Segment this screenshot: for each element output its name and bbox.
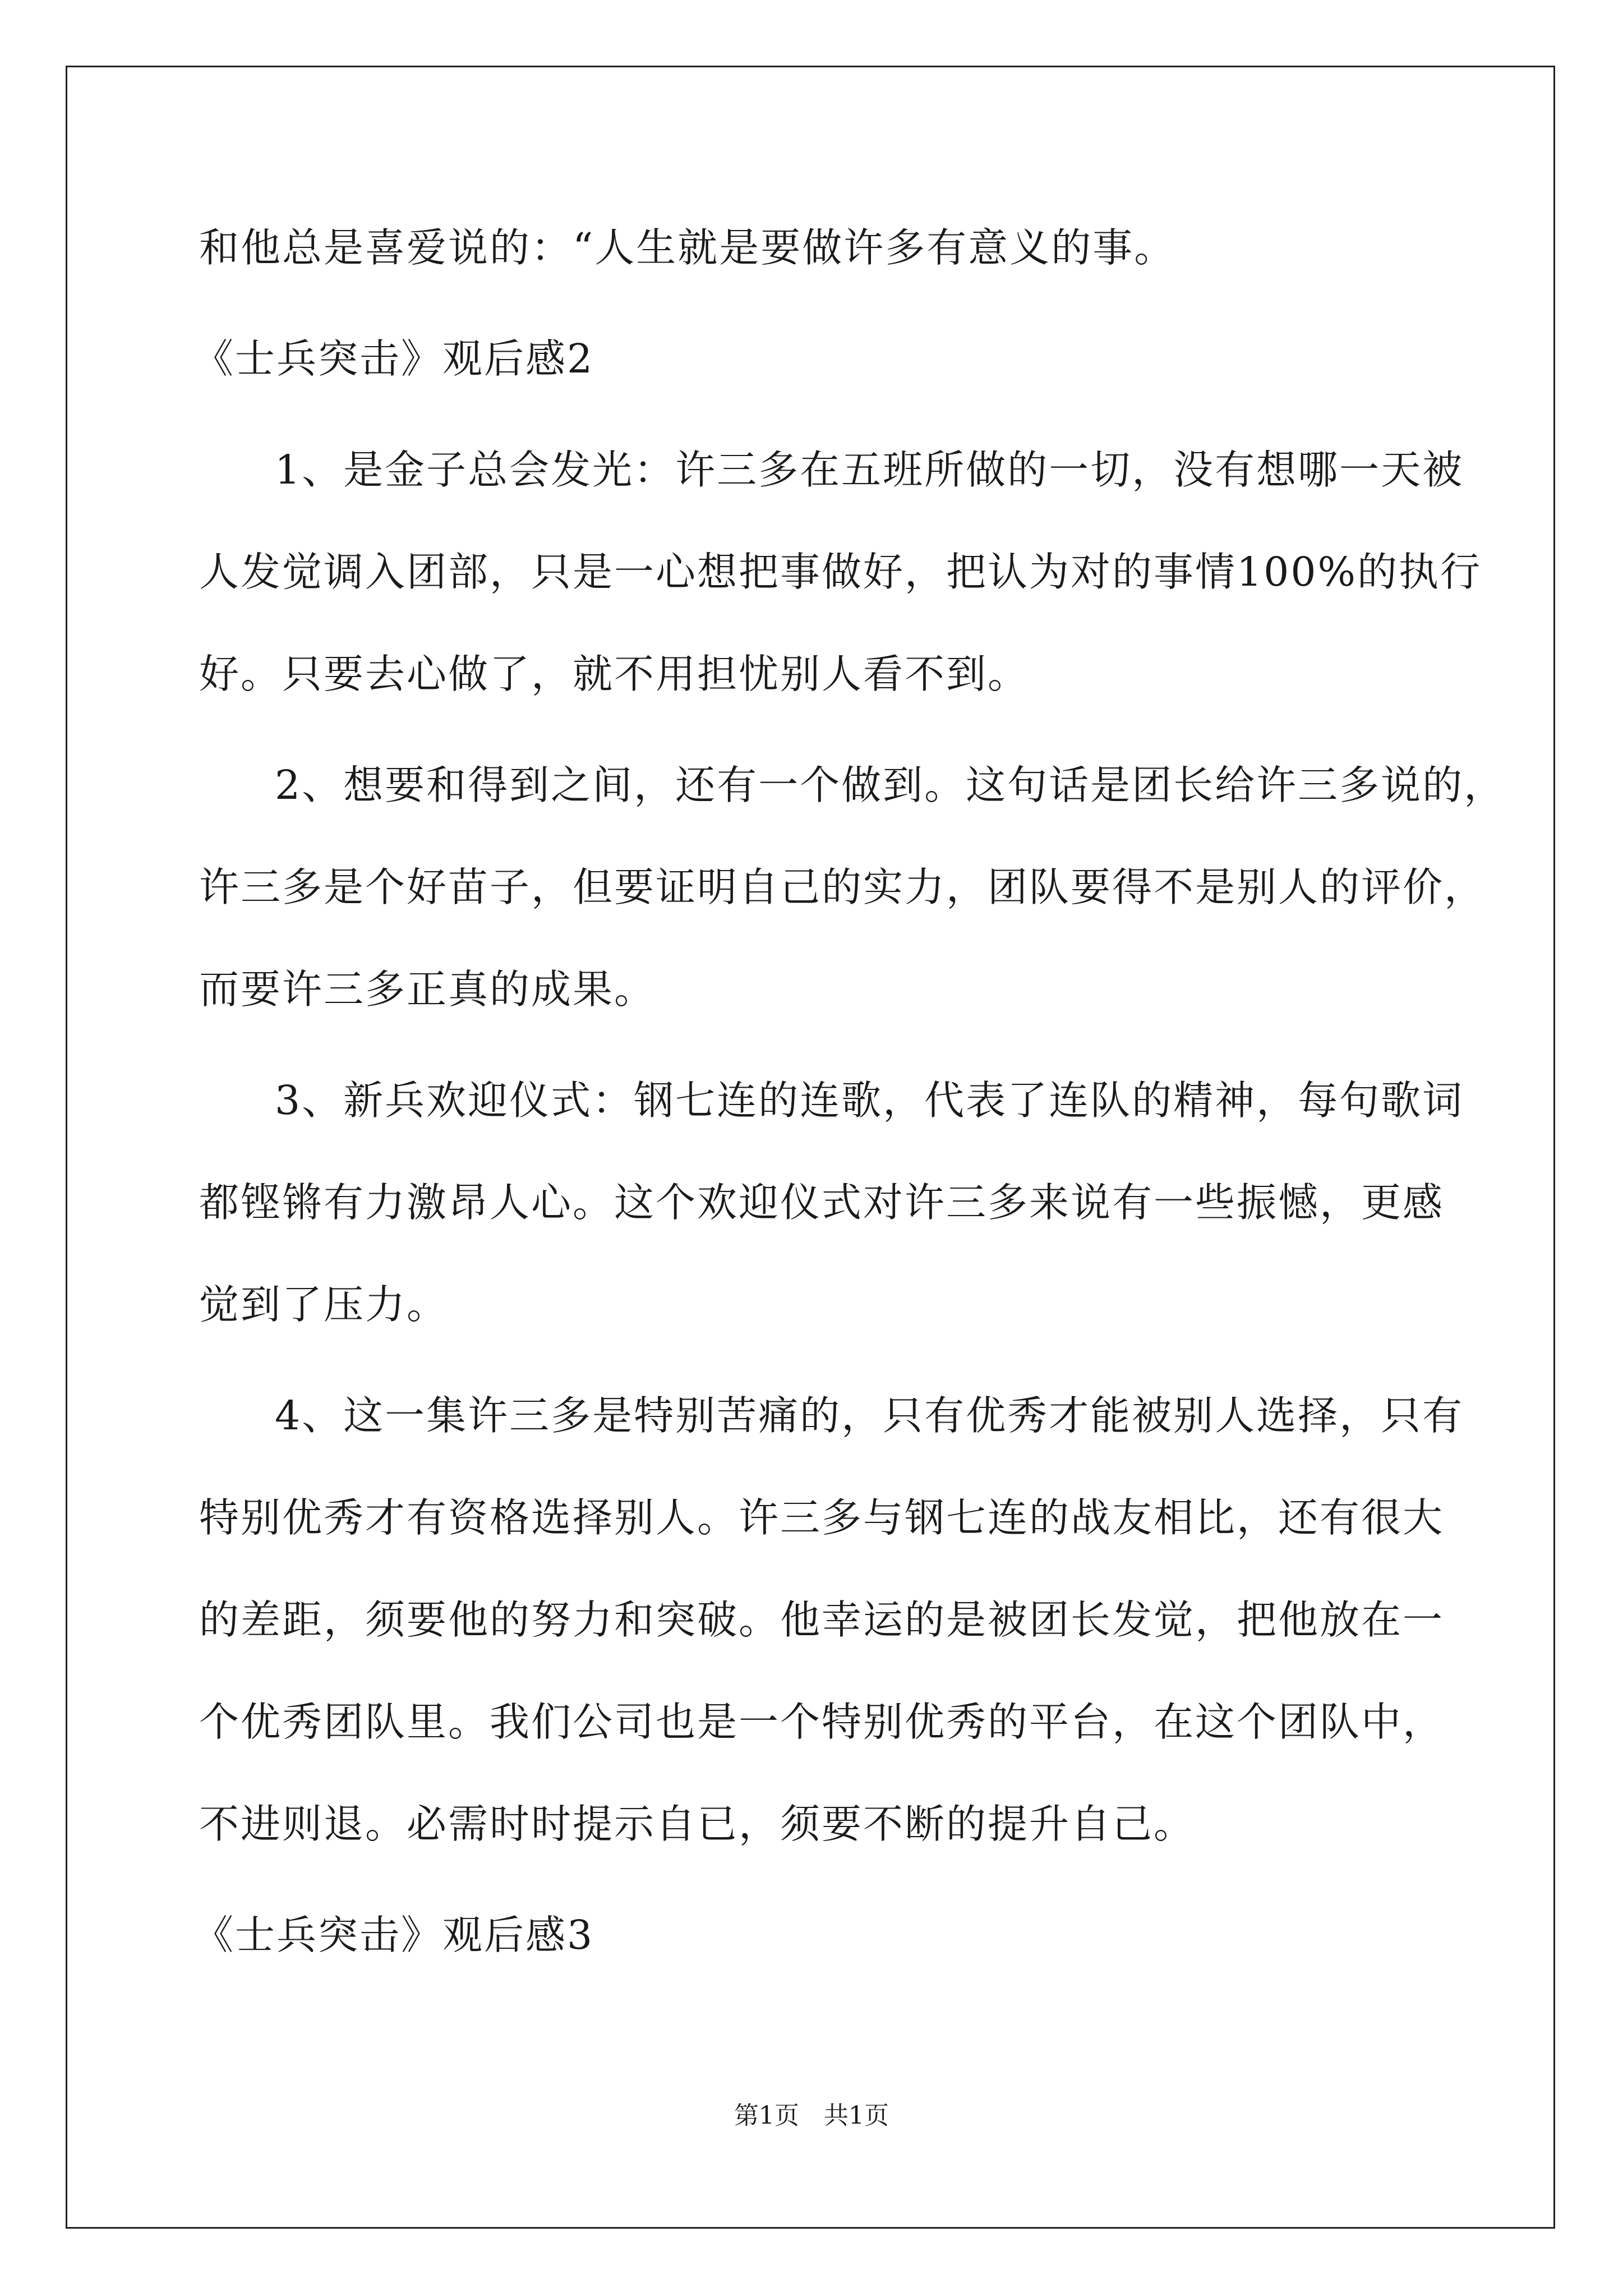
text-line: 觉到了压力。 — [199, 1281, 449, 1328]
text-line: 个优秀团队里。我们公司也是一个特别优秀的平台，在这个团队中， — [199, 1699, 1445, 1745]
page-border — [66, 66, 1555, 2229]
text-line: 3、新兵欢迎仪式：钢七连的连歌，代表了连队的精神，每句歌词 — [275, 1077, 1464, 1124]
section-heading: 《士兵突击》观后感3 — [193, 1912, 594, 1958]
text-line: 4、这一集许三多是特别苦痛的，只有优秀才能被别人选择，只有 — [275, 1392, 1464, 1439]
text-line: 而要许三多正真的成果。 — [199, 966, 656, 1013]
text-line: 好。只要去心做了，就不用担忧别人看不到。 — [199, 651, 1030, 697]
section-heading: 《士兵突击》观后感2 — [193, 335, 594, 382]
text-line: 和他总是喜爱说的：“人生就是要做许多有意义的事。 — [199, 224, 1176, 271]
text-line: 的差距，须要他的努力和突破。他幸运的是被团长发觉，把他放在一 — [199, 1596, 1445, 1643]
text-line: 都铿锵有力激昂人心。这个欢迎仪式对许三多来说有一些振憾，更感 — [199, 1179, 1445, 1226]
text-line: 人发觉调入团部，只是一心想把事做好，把认为对的事情100%的执行 — [199, 549, 1482, 595]
text-line: 许三多是个好苗子，但要证明自己的实力，团队要得不是别人的评价， — [199, 864, 1486, 910]
page-footer: 第1页 共1页 — [734, 2101, 889, 2130]
text-line: 2、想要和得到之间，还有一个做到。这句话是团长给许三多说的， — [275, 762, 1506, 808]
text-line: 特别优秀才有资格选择别人。许三多与钢七连的战友相比，还有很大 — [199, 1494, 1445, 1541]
text-line: 不进则退。必需时时提示自已，须要不断的提升自己。 — [199, 1801, 1196, 1847]
text-line: 1、是金子总会发光：许三多在五班所做的一切，没有想哪一天被 — [275, 447, 1464, 493]
